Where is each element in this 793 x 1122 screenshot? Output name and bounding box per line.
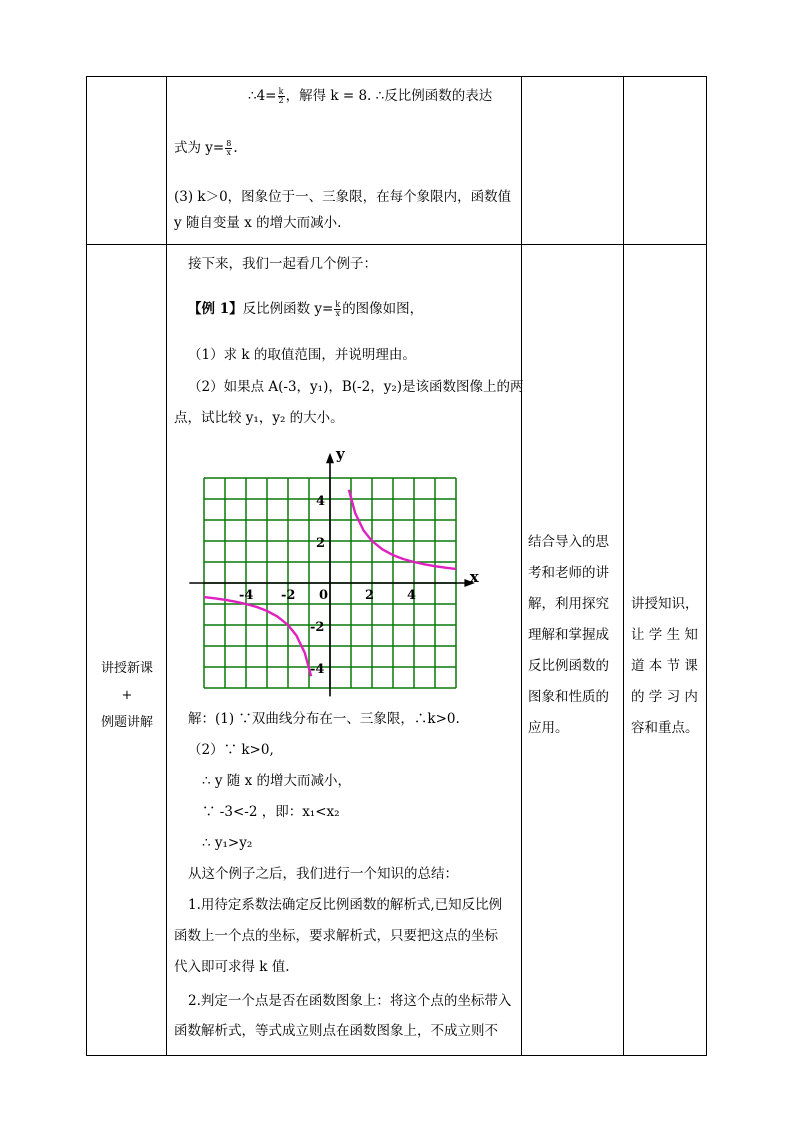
y-axis-arrow bbox=[326, 453, 334, 464]
row1-line2-pre: 式为 y= bbox=[174, 140, 225, 156]
solution-1: 解：(1) ∵双曲线分布在一、三象限，∴k>0. bbox=[188, 711, 460, 727]
row1-line1-post: ，解得 k = 8. ∴反比例函数的表达 bbox=[285, 88, 493, 104]
summary1-line2: 函数上一个点的坐标，要求解析式，只要把这点的坐标 bbox=[174, 928, 498, 944]
solution-3: ∴ y 随 x 的增大而减小， bbox=[202, 773, 351, 789]
y-tick-label: -4 bbox=[310, 662, 325, 677]
hyperbola-graph bbox=[180, 448, 480, 698]
col-divider-2 bbox=[521, 76, 522, 1056]
frac-num: 8 bbox=[226, 139, 232, 148]
design-intent-line: 容和重点。 bbox=[631, 720, 699, 736]
example-pre: 反比例函数 y= bbox=[242, 301, 334, 317]
frac-den: x bbox=[226, 148, 232, 157]
summary1-line1: 1.用待定系数法确定反比例函数的解析式,已知反比例 bbox=[188, 897, 503, 913]
y-tick-label: 4 bbox=[316, 494, 326, 509]
example-heading bbox=[188, 299, 423, 319]
student-activity bbox=[528, 527, 620, 744]
col-divider-3 bbox=[623, 76, 624, 1056]
row-divider bbox=[86, 244, 707, 245]
row1-line3: (3) k＞0，图象位于一、三象限，在每个象限内，函数值 bbox=[174, 189, 512, 205]
section-label-line1: 讲授新课 bbox=[100, 661, 153, 676]
design-intent-line: 的 学 习 内 bbox=[631, 689, 698, 705]
student-activity-line: 反比例函数的 bbox=[528, 658, 609, 674]
example-label: 【例 1】 bbox=[188, 301, 243, 317]
x-tick-label: 2 bbox=[365, 588, 375, 603]
intro-text: 接下来，我们一起看几个例子： bbox=[188, 256, 377, 272]
fraction-k-over-x bbox=[334, 301, 341, 318]
frac-den: 2 bbox=[278, 96, 284, 105]
row1-line2-post: . bbox=[233, 140, 238, 156]
y-tick-label: 2 bbox=[316, 536, 326, 551]
example-post: 的图像如图， bbox=[342, 301, 424, 317]
hyperbola-branch-first-quadrant bbox=[349, 490, 456, 569]
summary-intro: 从这个例子之后，我们进行一个知识的总结： bbox=[188, 866, 458, 882]
student-activity-line: 结合导入的思 bbox=[528, 534, 609, 550]
student-activity-line: 图象和性质的 bbox=[528, 689, 609, 705]
axes bbox=[189, 448, 480, 696]
row1-line4: y 随自变量 x 的增大而减小. bbox=[174, 215, 342, 231]
x-tick-label: 0 bbox=[319, 588, 329, 603]
table-border-top bbox=[86, 76, 707, 77]
x-tick-label: -2 bbox=[281, 588, 296, 603]
fraction-k-over-2 bbox=[278, 88, 285, 105]
x-tick-label: -4 bbox=[239, 588, 254, 603]
summary2-line1: 2.判定一个点是否在函数图象上：将这个点的坐标带入 bbox=[188, 993, 512, 1009]
summary2-line2: 函数解析式，等式成立则点在函数图象上，不成立则不 bbox=[174, 1023, 498, 1039]
x-tick-label: 4 bbox=[407, 588, 417, 603]
table-border-bottom bbox=[86, 1055, 707, 1056]
section-label-line3: 例题讲解 bbox=[100, 715, 153, 730]
design-intent-line: 让 学 生 知 bbox=[631, 627, 698, 643]
tick-labels bbox=[239, 494, 416, 677]
table-border-left bbox=[86, 76, 87, 1056]
question-2-line1: （2）如果点 A(-3，y₁)，B(-2，y₂)是该函数图像上的两 bbox=[188, 379, 524, 395]
student-activity-line: 考和老师的讲 bbox=[528, 565, 609, 581]
solution-2: （2）∵ k>0, bbox=[188, 742, 274, 758]
section-label bbox=[88, 655, 166, 736]
y-axis-label: y bbox=[336, 448, 345, 463]
frac-num: k bbox=[335, 300, 341, 309]
question-1: （1）求 k 的取值范围，并说明理由。 bbox=[188, 347, 416, 363]
design-intent bbox=[631, 589, 705, 744]
student-activity-line: 解，利用探究 bbox=[528, 596, 609, 612]
design-intent-line: 道 本 节 课 bbox=[631, 658, 698, 674]
row1-line2 bbox=[174, 138, 238, 158]
solution-4: ∵ -3<-2 ，即：x₁<x₂ bbox=[202, 804, 340, 820]
frac-den: x bbox=[335, 309, 341, 318]
summary1-line3: 代入即可求得 k 值. bbox=[174, 959, 290, 975]
table-border-right bbox=[706, 76, 707, 1056]
question-2-line2: 点，试比较 y₁，y₂ 的大小。 bbox=[174, 410, 344, 426]
row1-line1 bbox=[248, 86, 492, 106]
y-tick-label: -2 bbox=[310, 620, 325, 635]
fraction-8-over-x bbox=[225, 140, 232, 157]
design-intent-line: 讲授知识， bbox=[631, 596, 699, 612]
student-activity-line: 理解和掌握成 bbox=[528, 627, 609, 643]
row1-line1-pre: ∴4= bbox=[248, 88, 277, 104]
solution-5: ∴ y₁>y₂ bbox=[202, 835, 253, 851]
hyperbola-branch-third-quadrant bbox=[204, 597, 311, 676]
x-axis-label: x bbox=[469, 568, 479, 586]
student-activity-line: 应用。 bbox=[528, 720, 569, 736]
section-label-line2: + bbox=[121, 688, 133, 703]
frac-num: k bbox=[278, 87, 284, 96]
col-divider-1 bbox=[166, 76, 167, 1056]
